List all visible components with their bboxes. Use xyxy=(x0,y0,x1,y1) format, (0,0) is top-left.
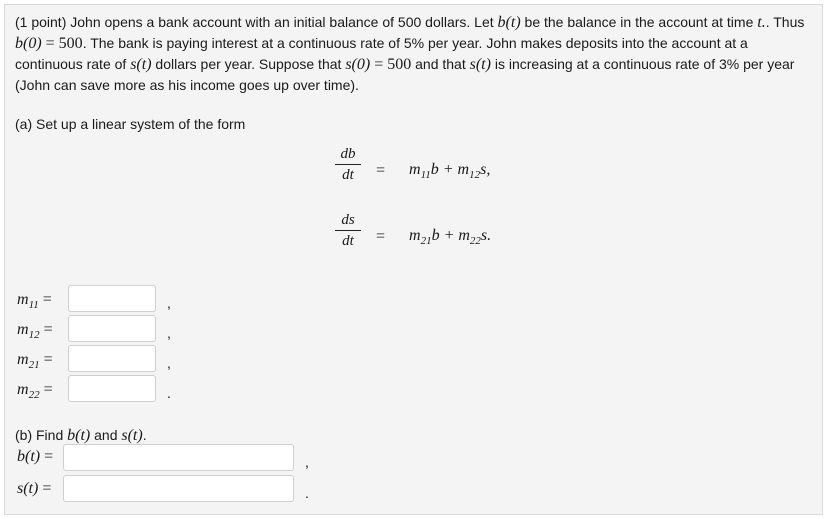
math-equals-500: = 500 xyxy=(370,56,412,73)
equals-sign: = xyxy=(376,162,386,179)
b-of-t-input[interactable] xyxy=(63,444,294,471)
intro-line-2 xyxy=(15,33,748,54)
m11-input[interactable] xyxy=(68,285,156,312)
intro-text: continuous rate of xyxy=(15,56,131,72)
m21-input[interactable] xyxy=(68,345,156,372)
fraction-denominator: dt xyxy=(342,167,354,183)
part-b-prompt xyxy=(15,425,147,446)
equals-sign: = xyxy=(376,228,386,245)
b-of-t-label: b(t) = xyxy=(17,448,54,465)
math-b-of-t: b(t) xyxy=(67,427,91,444)
fraction-bar xyxy=(335,230,361,231)
intro-line-4 xyxy=(15,75,359,95)
equation-1-rhs: $m_{11}b + m_{12}s$, xyxy=(409,161,491,182)
intro-text: be the balance in the account at time xyxy=(520,14,758,30)
prompt-text: (b) Find xyxy=(15,427,68,443)
math-t: t. xyxy=(757,14,766,31)
m12-label: $m_{12}$ = xyxy=(17,321,53,342)
fraction-numerator: db xyxy=(340,146,356,162)
fraction-bar xyxy=(335,164,361,165)
prompt-text: . xyxy=(142,427,147,443)
math-s-of-t: s(t) xyxy=(469,56,491,73)
m12-input[interactable] xyxy=(68,315,156,342)
intro-line-1 xyxy=(15,12,804,33)
math-b-of-t: b(t) xyxy=(497,14,521,31)
s-of-t-input[interactable] xyxy=(63,475,294,502)
prompt-text: and xyxy=(90,427,122,443)
problem-panel xyxy=(4,4,823,515)
m22-label: $m_{22}$ = xyxy=(17,381,53,402)
part-a-prompt: (a) Set up a linear system of the form xyxy=(15,116,246,132)
intro-text: (1 point) John opens a bank account with an initial balance of 500 dollars. Let xyxy=(15,14,498,30)
punctuation: , xyxy=(167,355,171,371)
intro-text: . Thus xyxy=(765,14,805,30)
math-equals-500: = 500 xyxy=(41,35,83,52)
derivative-ds-dt xyxy=(335,211,361,250)
math-b-zero: b(0) xyxy=(15,35,42,52)
intro-text: . The bank is paying interest at a continuous rate of 5% per year. John makes deposits into the account at a xyxy=(82,35,748,51)
intro-text: dollars per year. Suppose that xyxy=(151,56,346,72)
math-s-zero: s(0) xyxy=(345,56,371,73)
punctuation: . xyxy=(305,485,309,501)
fraction-numerator: ds xyxy=(341,212,355,228)
math-s-of-t: s(t) xyxy=(130,56,152,73)
s-of-t-label: s(t) = xyxy=(17,480,52,497)
punctuation: , xyxy=(305,454,309,470)
math-s-of-t: s(t) xyxy=(121,427,143,444)
fraction-denominator: dt xyxy=(342,233,354,249)
equation-2-rhs: $m_{21}b + m_{22}s$. xyxy=(409,227,492,248)
intro-line-3 xyxy=(15,54,794,75)
m22-input[interactable] xyxy=(68,375,156,402)
punctuation: . xyxy=(167,385,171,401)
intro-text: (John can save more as his income goes up over time). xyxy=(15,77,359,93)
m11-label: $m_{11}$ = xyxy=(17,291,52,312)
intro-text: and that xyxy=(411,56,470,72)
punctuation: , xyxy=(167,295,171,311)
derivative-db-dt xyxy=(335,145,361,184)
punctuation: , xyxy=(167,325,171,341)
m21-label: $m_{21}$ = xyxy=(17,351,53,372)
intro-text: is increasing at a continuous rate of 3% per year xyxy=(490,56,795,72)
